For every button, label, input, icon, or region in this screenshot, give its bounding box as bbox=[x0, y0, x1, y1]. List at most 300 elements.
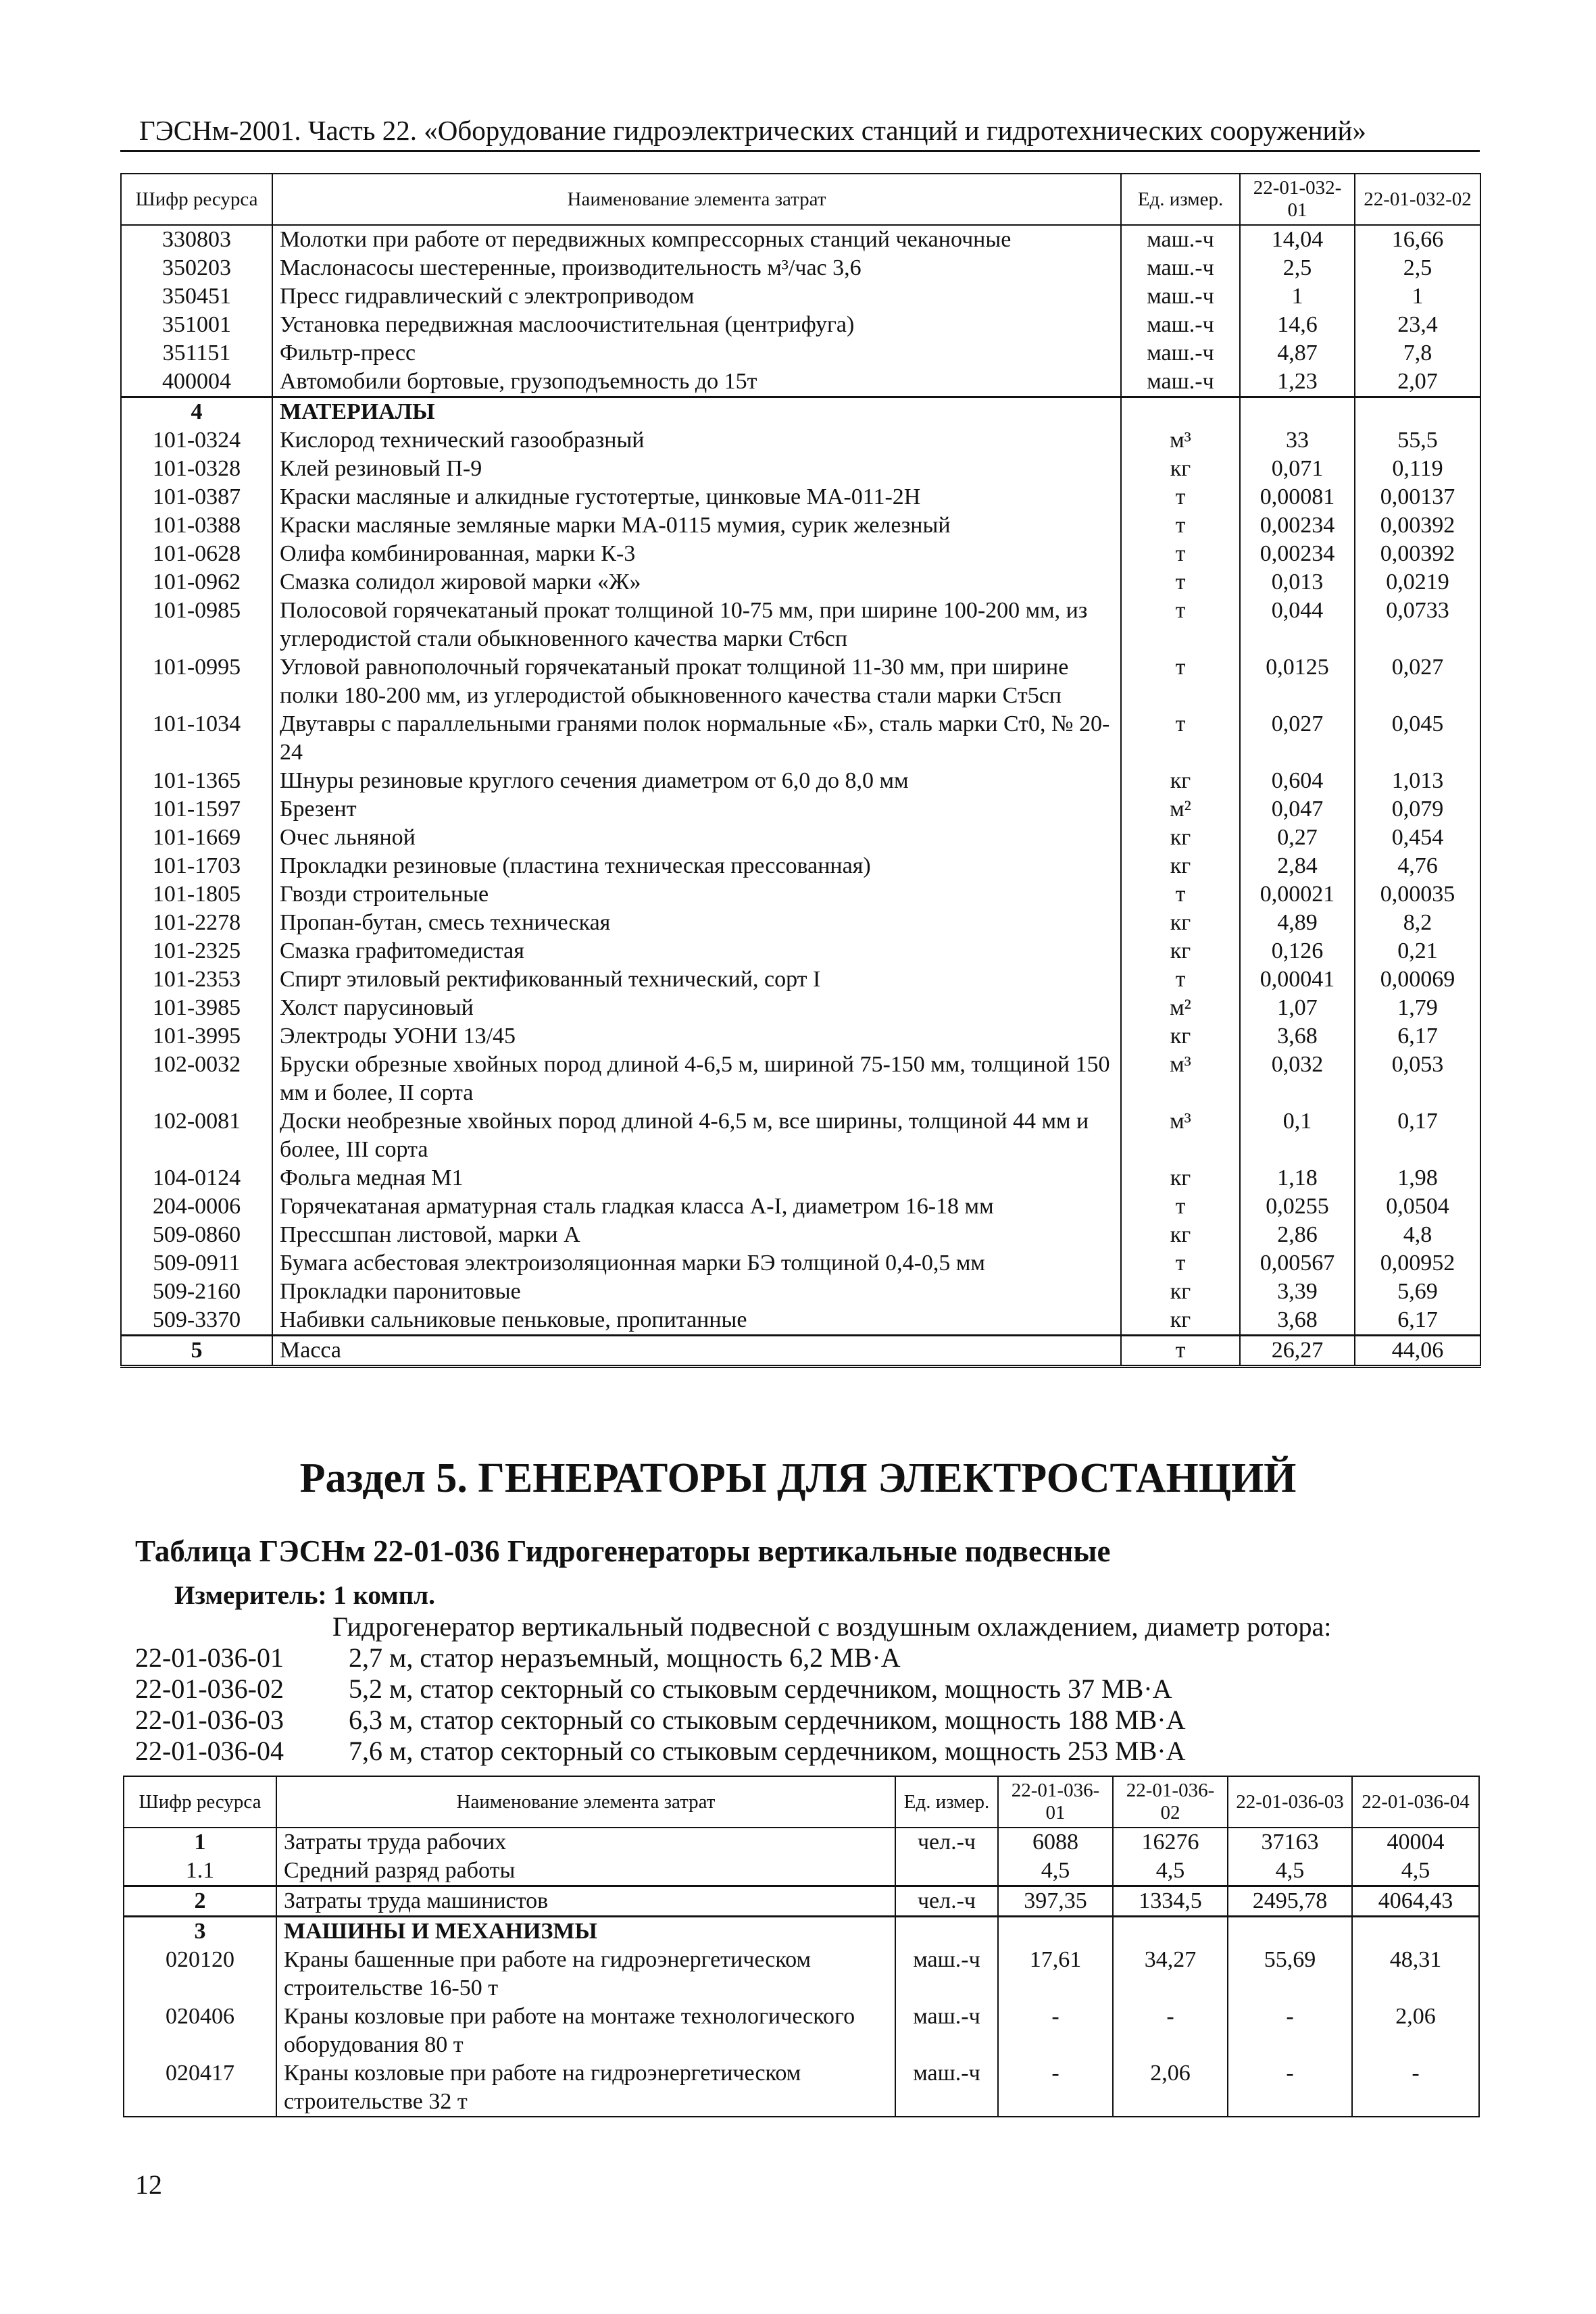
table-row bbox=[121, 1306, 1480, 1336]
unit-of-measure: кг bbox=[1121, 1164, 1240, 1192]
table-body bbox=[124, 1828, 1479, 2117]
section-title: Раздел 5. ГЕНЕРАТОРЫ ДЛЯ ЭЛЕКТРОСТАНЦИЙ bbox=[299, 1455, 1297, 1501]
norm-value: 16,66 bbox=[1355, 225, 1480, 254]
norm-value: 44,06 bbox=[1355, 1336, 1480, 1367]
unit-of-measure: т bbox=[1121, 483, 1240, 511]
table-header-row bbox=[124, 1776, 1479, 1828]
norm-value: 0,00035 bbox=[1355, 880, 1480, 909]
cost-element-name: Бруски обрезные хвойных пород длиной 4-6,5 м, шириной 75-150 мм, толщиной 150 мм и более, II сорта bbox=[272, 1051, 1121, 1107]
table-row bbox=[121, 1221, 1480, 1249]
norm-value: 0,044 bbox=[1240, 597, 1355, 653]
table-row bbox=[121, 710, 1480, 767]
cost-element-name: Установка передвижная маслоочистительная (центрифуга) bbox=[272, 311, 1121, 339]
norm-value: 0,119 bbox=[1355, 455, 1480, 483]
resource-code: 1.1 bbox=[124, 1857, 276, 1886]
table-row bbox=[121, 824, 1480, 852]
resource-code: 101-2278 bbox=[121, 909, 272, 937]
table-row bbox=[124, 1828, 1479, 1857]
table-row bbox=[121, 1278, 1480, 1306]
unit-of-measure: маш.-ч bbox=[1121, 339, 1240, 368]
cost-element-name: Краски масляные земляные марки МА-0115 мумия, сурик железный bbox=[272, 511, 1121, 540]
unit-of-measure: т bbox=[1121, 1336, 1240, 1367]
unit-of-measure: т bbox=[1121, 597, 1240, 653]
norm-value: 1,07 bbox=[1240, 994, 1355, 1022]
resource-code: 101-0962 bbox=[121, 568, 272, 597]
unit-of-measure: маш.-ч bbox=[1121, 254, 1240, 282]
table-row bbox=[121, 767, 1480, 795]
unit-of-measure: м³ bbox=[1121, 426, 1240, 455]
norm-value: 55,5 bbox=[1355, 426, 1480, 455]
norm-value: 1,013 bbox=[1355, 767, 1480, 795]
unit-of-measure: кг bbox=[1121, 767, 1240, 795]
resource-code: 020417 bbox=[124, 2059, 276, 2117]
cost-element-name: Смазка солидол жировой марки «Ж» bbox=[272, 568, 1121, 597]
norm-value: 2,06 bbox=[1352, 2003, 1479, 2059]
cost-element-name: Затраты труда рабочих bbox=[276, 1828, 895, 1857]
norm-value: 37163 bbox=[1228, 1828, 1352, 1857]
norm-value: 0,079 bbox=[1355, 795, 1480, 824]
cost-element-name: Олифа комбинированная, марки К-3 bbox=[272, 540, 1121, 568]
resource-code: 400004 bbox=[121, 368, 272, 397]
unit-of-measure: маш.-ч bbox=[1121, 282, 1240, 311]
resource-code: 509-0860 bbox=[121, 1221, 272, 1249]
resource-code: 101-0387 bbox=[121, 483, 272, 511]
table-row bbox=[124, 1917, 1479, 1946]
norm-value: 0,027 bbox=[1240, 710, 1355, 767]
table-row bbox=[121, 937, 1480, 965]
unit-of-measure: кг bbox=[1121, 1306, 1240, 1336]
table-row bbox=[124, 1886, 1479, 1917]
norm-value: 0,604 bbox=[1240, 767, 1355, 795]
norm-value: 4,5 bbox=[1113, 1857, 1228, 1886]
unit-of-measure: кг bbox=[1121, 455, 1240, 483]
table-row bbox=[121, 455, 1480, 483]
table-row bbox=[121, 339, 1480, 368]
unit-of-measure: т bbox=[1121, 653, 1240, 710]
norm-value: 0,00021 bbox=[1240, 880, 1355, 909]
table-row bbox=[121, 653, 1480, 710]
resource-code: 101-1703 bbox=[121, 852, 272, 880]
table-row bbox=[121, 965, 1480, 994]
column-header: Наименование элемента затрат bbox=[276, 1776, 895, 1828]
norm-value: 0,00392 bbox=[1355, 511, 1480, 540]
unit-of-measure: м³ bbox=[1121, 1051, 1240, 1107]
norm-value: 0,00392 bbox=[1355, 540, 1480, 568]
norm-value: - bbox=[1352, 2059, 1479, 2117]
cost-element-name: Полосовой горячекатаный прокат толщиной 10-75 мм, при ширине 100-200 мм, из углеродистой стали обыкновенного качества марки Ст6сп bbox=[272, 597, 1121, 653]
resource-code: 101-0985 bbox=[121, 597, 272, 653]
cost-element-name: Спирт этиловый ректификованный технический, сорт I bbox=[272, 965, 1121, 994]
norm-value: 0,032 bbox=[1240, 1051, 1355, 1107]
table-header-row bbox=[121, 174, 1480, 225]
table-row bbox=[121, 483, 1480, 511]
norm-value: 48,31 bbox=[1352, 1946, 1479, 2003]
norm-value: 33 bbox=[1240, 426, 1355, 455]
norm-value: - bbox=[1228, 2059, 1352, 2117]
measure-unit: Измеритель: 1 компл. bbox=[174, 1581, 435, 1610]
cost-element-name: Смазка графитомедистая bbox=[272, 937, 1121, 965]
unit-of-measure: т bbox=[1121, 1192, 1240, 1221]
unit-of-measure: маш.-ч bbox=[1121, 311, 1240, 339]
variant-text: 2,7 м, статор неразъемный, мощность 6,2 МВ·А bbox=[349, 1642, 901, 1673]
column-header: 22-01-032-02 bbox=[1355, 174, 1480, 225]
table-row bbox=[121, 1164, 1480, 1192]
resource-code: 101-1805 bbox=[121, 880, 272, 909]
norm-value: 0,0504 bbox=[1355, 1192, 1480, 1221]
column-header: 22-01-036-03 bbox=[1228, 1776, 1352, 1828]
norm-value: 1,23 bbox=[1240, 368, 1355, 397]
table-title: Таблица ГЭСНм 22-01-036 Гидрогенераторы вертикальные подвесные bbox=[135, 1534, 1111, 1568]
table-row bbox=[121, 254, 1480, 282]
table-row bbox=[121, 1192, 1480, 1221]
resource-code: 4 bbox=[121, 397, 272, 427]
norm-value bbox=[1352, 1917, 1479, 1946]
resource-code: 102-0081 bbox=[121, 1107, 272, 1164]
norm-value: 0,00081 bbox=[1240, 483, 1355, 511]
norm-value: 0,00234 bbox=[1240, 540, 1355, 568]
table-row bbox=[121, 1249, 1480, 1278]
column-header: 22-01-036-02 bbox=[1113, 1776, 1228, 1828]
norm-value: 397,35 bbox=[998, 1886, 1113, 1917]
table-row bbox=[121, 511, 1480, 540]
cost-element-name: МАТЕРИАЛЫ bbox=[272, 397, 1121, 427]
norm-value: 0,21 bbox=[1355, 937, 1480, 965]
resource-code: 1 bbox=[124, 1828, 276, 1857]
resource-code: 104-0124 bbox=[121, 1164, 272, 1192]
cost-element-name: Горячекатаная арматурная сталь гладкая класса А-I, диаметром 16-18 мм bbox=[272, 1192, 1121, 1221]
norm-value: 26,27 bbox=[1240, 1336, 1355, 1367]
norm-value: 0,00041 bbox=[1240, 965, 1355, 994]
norm-value: 1,98 bbox=[1355, 1164, 1480, 1192]
cost-element-name: Шнуры резиновые круглого сечения диаметром от 6,0 до 8,0 мм bbox=[272, 767, 1121, 795]
cost-element-name: Масса bbox=[272, 1336, 1121, 1367]
cost-element-name: Бумага асбестовая электроизоляционная марки БЭ толщиной 0,4-0,5 мм bbox=[272, 1249, 1121, 1278]
cost-element-name: Очес льняной bbox=[272, 824, 1121, 852]
cost-element-name: Доски необрезные хвойных пород длиной 4-6,5 м, все ширины, толщиной 44 мм и более, III сорта bbox=[272, 1107, 1121, 1164]
column-header: 22-01-032-01 bbox=[1240, 174, 1355, 225]
norm-value: 0,00234 bbox=[1240, 511, 1355, 540]
table-row bbox=[124, 2003, 1479, 2059]
cost-element-name: Маслонасосы шестеренные, производительность м³/час 3,6 bbox=[272, 254, 1121, 282]
norm-value: 2495,78 bbox=[1228, 1886, 1352, 1917]
norm-value: 0,00567 bbox=[1240, 1249, 1355, 1278]
unit-of-measure: маш.-ч bbox=[1121, 368, 1240, 397]
norm-value: 0,0125 bbox=[1240, 653, 1355, 710]
norm-value: 34,27 bbox=[1113, 1946, 1228, 2003]
table-row bbox=[121, 311, 1480, 339]
cost-element-name: Брезент bbox=[272, 795, 1121, 824]
unit-of-measure: т bbox=[1121, 710, 1240, 767]
resource-code: 2 bbox=[124, 1886, 276, 1917]
resource-code: 330803 bbox=[121, 225, 272, 254]
column-header: 22-01-036-01 bbox=[998, 1776, 1113, 1828]
norm-value: 3,68 bbox=[1240, 1022, 1355, 1051]
cost-element-name: Автомобили бортовые, грузоподъемность до 15т bbox=[272, 368, 1121, 397]
resource-code: 102-0032 bbox=[121, 1051, 272, 1107]
cost-element-name: Молотки при работе от передвижных компрессорных станций чеканочные bbox=[272, 225, 1121, 254]
resource-code: 5 bbox=[121, 1336, 272, 1367]
norm-value: 2,5 bbox=[1240, 254, 1355, 282]
cost-element-name: Пропан-бутан, смесь техническая bbox=[272, 909, 1121, 937]
norm-value: 0,027 bbox=[1355, 653, 1480, 710]
norm-value: 17,61 bbox=[998, 1946, 1113, 2003]
page-number: 12 bbox=[135, 2169, 162, 2200]
norm-value: 7,8 bbox=[1355, 339, 1480, 368]
norm-value: 1 bbox=[1240, 282, 1355, 311]
resource-code: 101-2325 bbox=[121, 937, 272, 965]
norm-value bbox=[1228, 1917, 1352, 1946]
column-header: Шифр ресурса bbox=[124, 1776, 276, 1828]
table-row bbox=[121, 597, 1480, 653]
norm-value: 6,17 bbox=[1355, 1306, 1480, 1336]
norm-value: 4,5 bbox=[1352, 1857, 1479, 1886]
cost-element-name: Прокладки резиновые (пластина техническая прессованная) bbox=[272, 852, 1121, 880]
variant-line bbox=[135, 1673, 1172, 1705]
cost-element-name: Средний разряд работы bbox=[276, 1857, 895, 1886]
resource-code: 204-0006 bbox=[121, 1192, 272, 1221]
resource-table-22-01-032 bbox=[120, 173, 1481, 1368]
norm-value: 0,0255 bbox=[1240, 1192, 1355, 1221]
norm-value: 0,00952 bbox=[1355, 1249, 1480, 1278]
table-row bbox=[121, 1336, 1480, 1367]
table-row bbox=[121, 909, 1480, 937]
norm-value: 16276 bbox=[1113, 1828, 1228, 1857]
cost-element-name: Электроды УОНИ 13/45 bbox=[272, 1022, 1121, 1051]
cost-element-name: Кислород технический газообразный bbox=[272, 426, 1121, 455]
norm-value: 0,053 bbox=[1355, 1051, 1480, 1107]
norm-value: 14,04 bbox=[1240, 225, 1355, 254]
table-row bbox=[121, 397, 1480, 427]
unit-of-measure: кг bbox=[1121, 824, 1240, 852]
norm-value: 4,5 bbox=[1228, 1857, 1352, 1886]
resource-code: 101-1365 bbox=[121, 767, 272, 795]
norm-value: 4,5 bbox=[998, 1857, 1113, 1886]
unit-of-measure: т bbox=[1121, 568, 1240, 597]
norm-value: 0,454 bbox=[1355, 824, 1480, 852]
resource-code: 101-3985 bbox=[121, 994, 272, 1022]
table-row bbox=[121, 540, 1480, 568]
norm-value: - bbox=[1113, 2003, 1228, 2059]
norm-value: 2,86 bbox=[1240, 1221, 1355, 1249]
norm-value: - bbox=[1228, 2003, 1352, 2059]
variant-line bbox=[135, 1704, 1186, 1736]
table-row bbox=[121, 368, 1480, 397]
unit-of-measure bbox=[895, 1917, 998, 1946]
table-row bbox=[121, 225, 1480, 254]
unit-of-measure: кг bbox=[1121, 1022, 1240, 1051]
resource-code: 020406 bbox=[124, 2003, 276, 2059]
table-row bbox=[121, 426, 1480, 455]
norm-value bbox=[1113, 1917, 1228, 1946]
norm-value: 0,27 bbox=[1240, 824, 1355, 852]
cost-element-name: Фильтр-пресс bbox=[272, 339, 1121, 368]
variant-code: 22-01-036-04 bbox=[135, 1736, 284, 1766]
table-row bbox=[121, 1022, 1480, 1051]
unit-of-measure: т bbox=[1121, 965, 1240, 994]
norm-value: 8,2 bbox=[1355, 909, 1480, 937]
unit-of-measure: кг bbox=[1121, 1221, 1240, 1249]
unit-of-measure: м² bbox=[1121, 994, 1240, 1022]
norm-value: 0,17 bbox=[1355, 1107, 1480, 1164]
resource-code: 101-2353 bbox=[121, 965, 272, 994]
resource-code: 350451 bbox=[121, 282, 272, 311]
unit-of-measure: маш.-ч bbox=[895, 2059, 998, 2117]
table-row bbox=[121, 1107, 1480, 1164]
norm-value bbox=[1355, 397, 1480, 427]
cost-element-name: Затраты труда машинистов bbox=[276, 1886, 895, 1917]
resource-code: 101-1597 bbox=[121, 795, 272, 824]
norm-value: 1,18 bbox=[1240, 1164, 1355, 1192]
norm-value: 1 bbox=[1355, 282, 1480, 311]
unit-of-measure: т bbox=[1121, 1249, 1240, 1278]
norm-value: 4,89 bbox=[1240, 909, 1355, 937]
norm-value: 6,17 bbox=[1355, 1022, 1480, 1051]
norm-value: 3,39 bbox=[1240, 1278, 1355, 1306]
column-header: Ед. измер. bbox=[895, 1776, 998, 1828]
table-row bbox=[124, 2059, 1479, 2117]
norm-value: - bbox=[998, 2003, 1113, 2059]
norm-value: 4,76 bbox=[1355, 852, 1480, 880]
resource-code: 101-1034 bbox=[121, 710, 272, 767]
norm-value: 40004 bbox=[1352, 1828, 1479, 1857]
norm-value: 2,84 bbox=[1240, 852, 1355, 880]
variant-text: 7,6 м, статор секторный со стыковым сердечником, мощность 253 МВ·А bbox=[349, 1736, 1186, 1766]
unit-of-measure bbox=[1121, 397, 1240, 427]
variant-line bbox=[135, 1735, 1186, 1767]
cost-element-name: МАШИНЫ И МЕХАНИЗМЫ bbox=[276, 1917, 895, 1946]
norm-value: 1,79 bbox=[1355, 994, 1480, 1022]
variant-text: 6,3 м, статор секторный со стыковым сердечником, мощность 188 МВ·А bbox=[349, 1705, 1186, 1735]
norm-value: 0,0219 bbox=[1355, 568, 1480, 597]
unit-of-measure bbox=[895, 1857, 998, 1886]
resource-code: 101-0324 bbox=[121, 426, 272, 455]
resource-code: 350203 bbox=[121, 254, 272, 282]
norm-value: 0,00069 bbox=[1355, 965, 1480, 994]
resource-code: 509-2160 bbox=[121, 1278, 272, 1306]
norm-value: 4064,43 bbox=[1352, 1886, 1479, 1917]
norm-value: 3,68 bbox=[1240, 1306, 1355, 1336]
variant-code: 22-01-036-03 bbox=[135, 1705, 284, 1735]
unit-of-measure: м³ bbox=[1121, 1107, 1240, 1164]
unit-of-measure: маш.-ч bbox=[895, 1946, 998, 2003]
unit-of-measure: м² bbox=[1121, 795, 1240, 824]
column-header: Наименование элемента затрат bbox=[272, 174, 1121, 225]
norm-value: 2,06 bbox=[1113, 2059, 1228, 2117]
variant-text: 5,2 м, статор секторный со стыковым сердечником, мощность 37 МВ·А bbox=[349, 1674, 1172, 1704]
norm-value: 6088 bbox=[998, 1828, 1113, 1857]
table-row bbox=[121, 1051, 1480, 1107]
resource-table-22-01-036 bbox=[123, 1776, 1480, 2117]
resource-code: 101-0388 bbox=[121, 511, 272, 540]
norm-value: - bbox=[998, 2059, 1113, 2117]
cost-element-name: Краны козловые при работе на гидроэнергетическом строительстве 32 т bbox=[276, 2059, 895, 2117]
norm-value: 14,6 bbox=[1240, 311, 1355, 339]
resource-code: 101-0328 bbox=[121, 455, 272, 483]
resource-code: 101-0995 bbox=[121, 653, 272, 710]
norm-value: 0,1 bbox=[1240, 1107, 1355, 1164]
header-rule bbox=[120, 150, 1480, 152]
norm-value: 4,8 bbox=[1355, 1221, 1480, 1249]
unit-of-measure: маш.-ч bbox=[895, 2003, 998, 2059]
cost-element-name: Угловой равнополочный горячекатаный прокат толщиной 11-30 мм, при ширине полки 180-200 мм, из углеродистой обыкновенного качества стали марки Ст5сп bbox=[272, 653, 1121, 710]
cost-element-name: Фольга медная М1 bbox=[272, 1164, 1121, 1192]
resource-code: 020120 bbox=[124, 1946, 276, 2003]
resource-code: 101-3995 bbox=[121, 1022, 272, 1051]
column-header: Шифр ресурса bbox=[121, 174, 272, 225]
cost-element-name: Холст парусиновый bbox=[272, 994, 1121, 1022]
table-row bbox=[124, 1946, 1479, 2003]
cost-element-name: Прессшпан листовой, марки А bbox=[272, 1221, 1121, 1249]
norm-value: 1334,5 bbox=[1113, 1886, 1228, 1917]
resource-code: 509-3370 bbox=[121, 1306, 272, 1336]
table-body bbox=[121, 225, 1480, 1367]
variant-line bbox=[135, 1642, 901, 1674]
unit-of-measure: чел.-ч bbox=[895, 1828, 998, 1857]
variant-code: 22-01-036-01 bbox=[135, 1642, 284, 1673]
resource-code: 101-0628 bbox=[121, 540, 272, 568]
table-row bbox=[121, 795, 1480, 824]
cost-element-name: Краны козловые при работе на монтаже технологического оборудования 80 т bbox=[276, 2003, 895, 2059]
unit-of-measure: т bbox=[1121, 540, 1240, 568]
norm-value: 0,047 bbox=[1240, 795, 1355, 824]
norm-value: 0,071 bbox=[1240, 455, 1355, 483]
norm-value: 0,00137 bbox=[1355, 483, 1480, 511]
cost-element-name: Краны башенные при работе на гидроэнергетическом строительстве 16-50 т bbox=[276, 1946, 895, 2003]
norm-value: 23,4 bbox=[1355, 311, 1480, 339]
table-row bbox=[121, 282, 1480, 311]
resource-code: 351151 bbox=[121, 339, 272, 368]
resource-code: 3 bbox=[124, 1917, 276, 1946]
cost-element-name: Краски масляные и алкидные густотертые, цинковые МА-011-2Н bbox=[272, 483, 1121, 511]
table-row bbox=[121, 994, 1480, 1022]
norm-value: 55,69 bbox=[1228, 1946, 1352, 2003]
table-row bbox=[121, 880, 1480, 909]
norm-value: 0,045 bbox=[1355, 710, 1480, 767]
unit-of-measure: кг bbox=[1121, 937, 1240, 965]
unit-of-measure: т bbox=[1121, 511, 1240, 540]
unit-of-measure: кг bbox=[1121, 909, 1240, 937]
cost-element-name: Двутавры с параллельными гранями полок нормальные «Б», сталь марки Ст0, № 20-24 bbox=[272, 710, 1121, 767]
unit-of-measure: чел.-ч bbox=[895, 1886, 998, 1917]
norm-value: 2,5 bbox=[1355, 254, 1480, 282]
norm-value: 2,07 bbox=[1355, 368, 1480, 397]
table-row bbox=[124, 1857, 1479, 1886]
variant-code: 22-01-036-02 bbox=[135, 1674, 284, 1704]
unit-of-measure: кг bbox=[1121, 852, 1240, 880]
norm-value bbox=[998, 1917, 1113, 1946]
cost-element-name: Клей резиновый П-9 bbox=[272, 455, 1121, 483]
column-header: Ед. измер. bbox=[1121, 174, 1240, 225]
resource-code: 101-1669 bbox=[121, 824, 272, 852]
cost-element-name: Гвозди строительные bbox=[272, 880, 1121, 909]
norm-value: 0,013 bbox=[1240, 568, 1355, 597]
unit-of-measure: кг bbox=[1121, 1278, 1240, 1306]
table-row bbox=[121, 568, 1480, 597]
running-header: ГЭСНм-2001. Часть 22. «Оборудование гидроэлектрических станций и гидротехнических сооружений» bbox=[139, 115, 1366, 146]
unit-of-measure: маш.-ч bbox=[1121, 225, 1240, 254]
norm-value: 4,87 bbox=[1240, 339, 1355, 368]
cost-element-name: Прокладки паронитовые bbox=[272, 1278, 1121, 1306]
cost-element-name: Пресс гидравлический с электроприводом bbox=[272, 282, 1121, 311]
column-header: 22-01-036-04 bbox=[1352, 1776, 1479, 1828]
norm-value: 0,0733 bbox=[1355, 597, 1480, 653]
table-row bbox=[121, 852, 1480, 880]
resource-code: 509-0911 bbox=[121, 1249, 272, 1278]
unit-of-measure: т bbox=[1121, 880, 1240, 909]
norm-value: 0,126 bbox=[1240, 937, 1355, 965]
cost-element-name: Набивки сальниковые пеньковые, пропитанные bbox=[272, 1306, 1121, 1336]
norm-value: 5,69 bbox=[1355, 1278, 1480, 1306]
